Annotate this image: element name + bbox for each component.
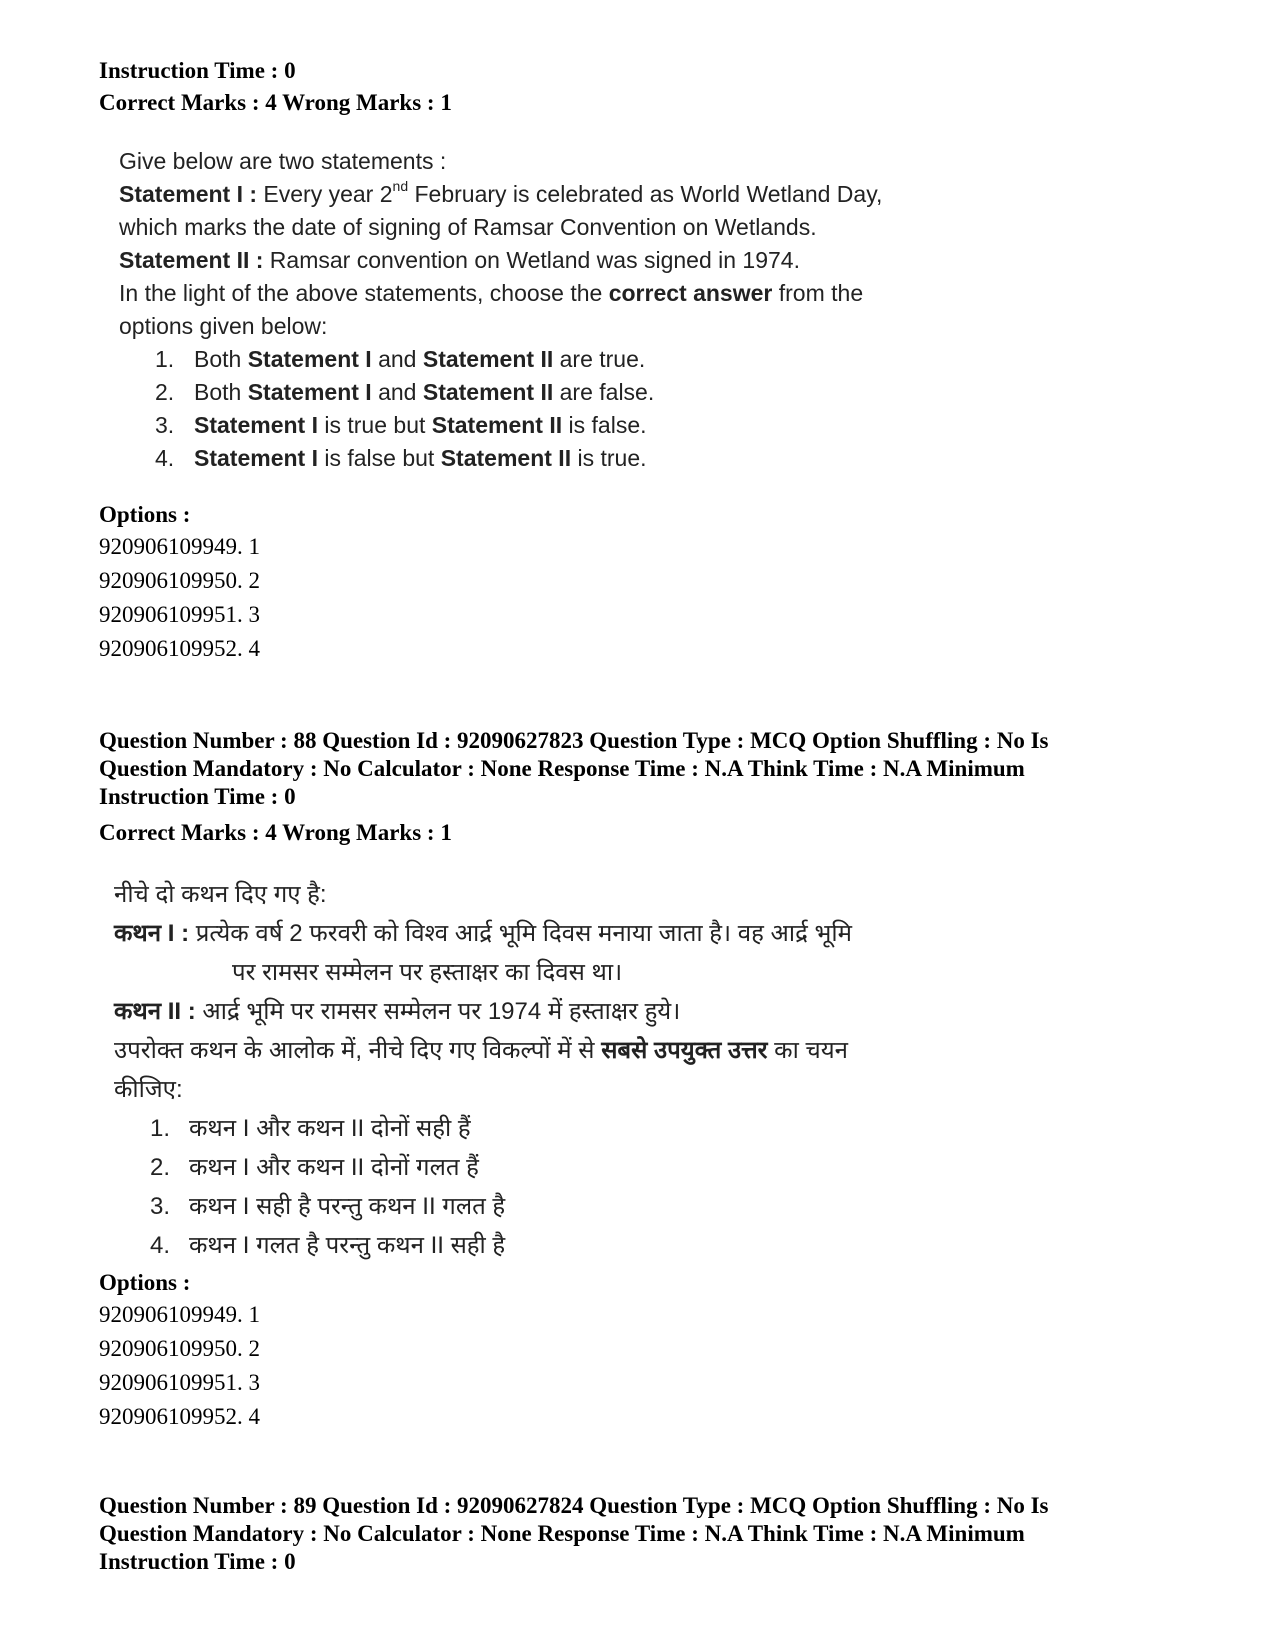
option-item: 920906109951. 3 [99, 602, 260, 627]
choice-item: 1. Both Statement I and Statement II are true. [155, 346, 646, 372]
choice-item: 4. कथन I गलत है परन्तु कथन II सही है [150, 1232, 506, 1259]
choice-item: 1. कथन I और कथन II दोनों सही हैं [150, 1115, 471, 1142]
instruction-time: Instruction Time : 0 [99, 58, 296, 83]
choice-item: 2. Both Statement I and Statement II are false. [155, 379, 655, 405]
instruction-line-cont: कीजिए: [114, 1076, 183, 1103]
options-block [99, 500, 260, 666]
question-88-header: Question Number : 88 Question Id : 92090627823 Question Type : MCQ Option Shuffling : No Is Question Mandatory : No Calculator : None Response Time : N.A Think Time : N.A Minimum Instruction Time : 0 [99, 728, 1049, 809]
choice-list [114, 1109, 1014, 1265]
option-item: 920906109952. 4 [99, 1404, 260, 1429]
option-item: 920906109952. 4 [99, 636, 260, 661]
statement-1: कथन I : प्रत्येक वर्ष 2 फरवरी को विश्व आर्द्र भूमि दिवस मनाया जाता है। वह आर्द्र भूमि [114, 920, 852, 947]
option-item: 920906109950. 2 [99, 1336, 260, 1361]
option-item: 920906109949. 1 [99, 1302, 260, 1327]
statement-1-cont: पर रामसर सम्मेलन पर हस्ताक्षर का दिवस था। [232, 959, 623, 986]
question-87-image [119, 145, 1019, 475]
option-item: 920906109950. 2 [99, 568, 260, 593]
statement-2: Statement II : Ramsar convention on Wetland was signed in 1974. [119, 247, 800, 273]
question-intro: Give below are two statements : [119, 148, 447, 174]
options-block [99, 1268, 260, 1434]
option-item: 920906109951. 3 [99, 1370, 260, 1395]
question-intro: नीचे दो कथन दिए गए है: [114, 881, 327, 908]
choice-item: 3. Statement I is true but Statement II is false. [155, 412, 647, 438]
instruction-line: In the light of the above statements, choose the correct answer from the [119, 280, 864, 306]
choice-item: 4. Statement I is false but Statement II is true. [155, 445, 647, 471]
question-88-marks: Correct Marks : 4 Wrong Marks : 1 [99, 820, 452, 845]
statement-2: कथन II : आर्द्र भूमि पर रामसर सम्मेलन पर 1974 में हस्ताक्षर हुये। [114, 998, 681, 1025]
choice-item: 3. कथन I सही है परन्तु कथन II गलत है [150, 1193, 506, 1220]
question-88-image [114, 875, 1014, 1265]
statement-1-cont: which marks the date of signing of Ramsar Convention on Wetlands. [119, 214, 817, 240]
options-label: Options : [99, 502, 191, 527]
marks-line: Correct Marks : 4 Wrong Marks : 1 [99, 90, 452, 115]
choice-list [119, 343, 1019, 475]
statement-1: Statement I : Every year 2nd February is celebrated as World Wetland Day, [119, 178, 883, 207]
options-label: Options : [99, 1270, 191, 1295]
instruction-line-cont: options given below: [119, 313, 328, 339]
instruction-line: उपरोक्त कथन के आलोक में, नीचे दिए गए विकल्पों में से सबसे उपयुक्त उत्तर का चयन [114, 1037, 848, 1064]
question-89-header: Question Number : 89 Question Id : 92090627824 Question Type : MCQ Option Shuffling : No Is Question Mandatory : No Calculator : None Response Time : N.A Think Time : N.A Minimum Instruction Time : 0 [99, 1493, 1049, 1574]
choice-item: 2. कथन I और कथन II दोनों गलत हैं [150, 1154, 479, 1181]
option-item: 920906109949. 1 [99, 534, 260, 559]
